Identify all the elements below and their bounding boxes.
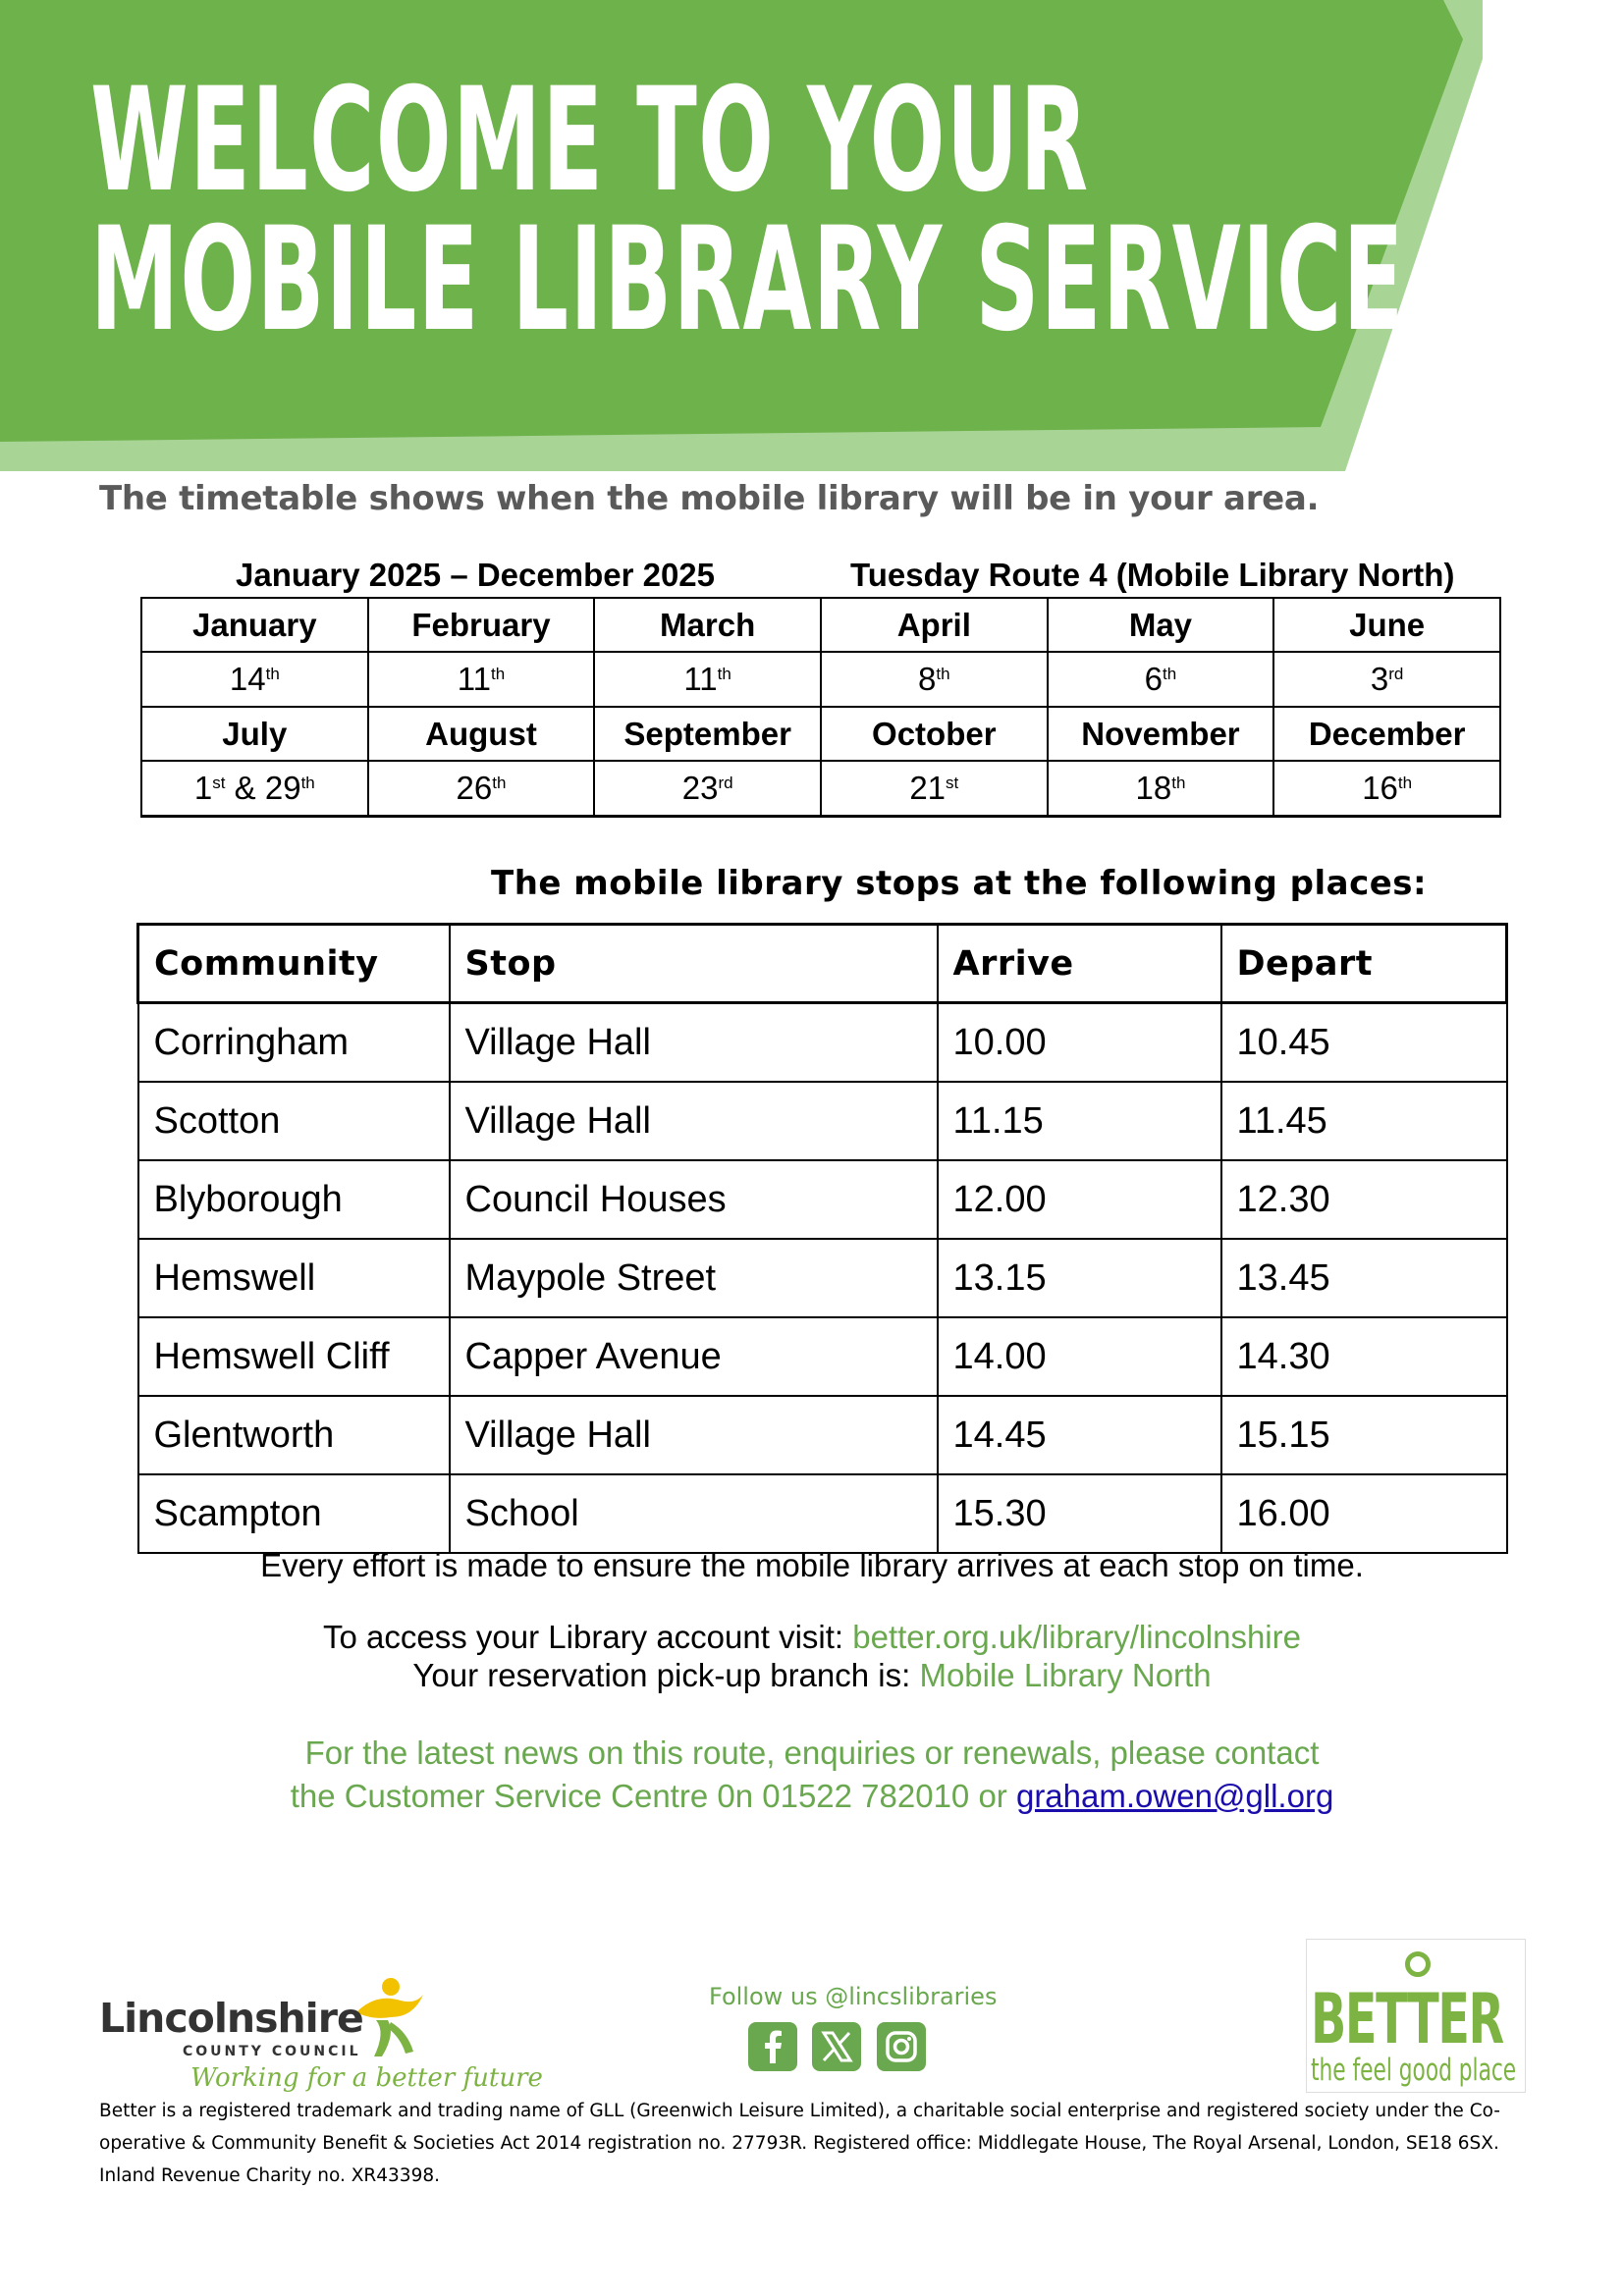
community-cell: Hemswell: [138, 1239, 450, 1317]
access-label: To access your Library account visit:: [323, 1619, 853, 1655]
stop-cell: Council Houses: [450, 1160, 938, 1239]
library-account-link[interactable]: better.org.uk/library/lincolnshire: [852, 1619, 1301, 1655]
day-suffix: st: [946, 774, 959, 792]
stop-row: [138, 1239, 1507, 1317]
lcc-subtitle: COUNTY COUNCIL: [183, 2044, 361, 2059]
month-cell: December: [1273, 707, 1500, 761]
stop-row: [138, 1160, 1507, 1239]
better-word: BETTER: [1311, 1979, 1503, 2059]
better-tagline: the feel good place: [1311, 2053, 1517, 2088]
day-number: 1: [193, 770, 213, 806]
day-number: 14: [229, 661, 266, 697]
day-suffix: th: [717, 665, 731, 683]
stop-cell: Maypole Street: [450, 1239, 938, 1317]
branch-name: Mobile Library North: [919, 1657, 1212, 1693]
instagram-icon[interactable]: [877, 2022, 926, 2071]
header-community: Community: [138, 925, 450, 1003]
on-time-note: Every effort is made to ensure the mobile library arrives at each stop on time.: [260, 1547, 1364, 1583]
month-row: [141, 598, 1500, 652]
day-suffix: th: [1171, 774, 1186, 792]
stop-row: [138, 1474, 1507, 1553]
header-banner: [0, 0, 1624, 471]
month-cell: July: [141, 707, 368, 761]
month-cell: February: [368, 598, 595, 652]
community-cell: Corringham: [138, 1003, 450, 1083]
community-cell: Blyborough: [138, 1160, 450, 1239]
header-stop: Stop: [450, 925, 938, 1003]
month-cell: January: [141, 598, 368, 652]
day-suffix: rd: [1388, 665, 1404, 683]
depart-cell: 15.15: [1221, 1396, 1507, 1474]
arrive-cell: 15.30: [938, 1474, 1221, 1553]
day-cell: [141, 652, 368, 707]
day-cell: [1048, 652, 1274, 707]
community-cell: Scotton: [138, 1082, 450, 1160]
better-logo: [1306, 1939, 1526, 2093]
month-cell: November: [1048, 707, 1274, 761]
day-row: [141, 761, 1500, 817]
day-number: 8: [918, 661, 937, 697]
month-cell: March: [594, 598, 821, 652]
month-cell: August: [368, 707, 595, 761]
follow-us-text: Follow us @lincslibraries: [709, 1983, 998, 2010]
stop-cell: School: [450, 1474, 938, 1553]
contact-info: [0, 1732, 1624, 1818]
day-cell: [368, 652, 595, 707]
arrive-cell: 13.15: [938, 1239, 1221, 1317]
day-cell: [1048, 761, 1274, 817]
email-link[interactable]: graham.owen@gll.org: [1015, 1778, 1334, 1814]
month-cell: April: [821, 598, 1048, 652]
day-number: 6: [1144, 661, 1164, 697]
page-title: [90, 57, 1405, 363]
title-line-2: MOBILE LIBRARY SERVICE: [90, 196, 1405, 363]
depart-cell: 14.30: [1221, 1317, 1507, 1396]
x-icon[interactable]: [812, 2022, 861, 2071]
stop-cell: Village Hall: [450, 1082, 938, 1160]
day-suffix: th: [491, 665, 506, 683]
depart-cell: 13.45: [1221, 1239, 1507, 1317]
day-cell: [821, 652, 1048, 707]
day-suffix: th: [1397, 774, 1413, 792]
contact-line-2: the Customer Service Centre 0n 01522 782010 or: [290, 1778, 1016, 1814]
day-number-extra: & 29: [225, 770, 301, 806]
title-line-1: WELCOME TO YOUR: [90, 57, 1090, 224]
day-suffix: th: [492, 774, 507, 792]
community-cell: Hemswell Cliff: [138, 1317, 450, 1396]
depart-cell: 16.00: [1221, 1474, 1507, 1553]
month-cell: May: [1048, 598, 1274, 652]
arrive-cell: 10.00: [938, 1003, 1221, 1083]
contact-line-1: For the latest news on this route, enquiries or renewals, please contact: [304, 1735, 1320, 1771]
arrive-cell: 11.15: [938, 1082, 1221, 1160]
day-cell: [1273, 652, 1500, 707]
lcc-tagline: Working for a better future: [190, 2063, 543, 2093]
depart-cell: 11.45: [1221, 1082, 1507, 1160]
facebook-icon[interactable]: [748, 2022, 797, 2071]
community-cell: Glentworth: [138, 1396, 450, 1474]
timetable-table: [140, 597, 1501, 818]
day-number: 11: [683, 661, 718, 697]
day-number: 18: [1135, 770, 1172, 806]
arrive-cell: 12.00: [938, 1160, 1221, 1239]
stop-cell: Village Hall: [450, 1003, 938, 1083]
depart-cell: 10.45: [1221, 1003, 1507, 1083]
month-row: [141, 707, 1500, 761]
day-cell: [368, 761, 595, 817]
access-info: [0, 1618, 1624, 1694]
day-number: 26: [456, 770, 493, 806]
arrive-cell: 14.45: [938, 1396, 1221, 1474]
day-number: 23: [681, 770, 719, 806]
day-cell: [594, 652, 821, 707]
community-cell: Scampton: [138, 1474, 450, 1553]
day-suffix: rd: [718, 774, 733, 792]
timetable-period: January 2025 – December 2025: [236, 557, 716, 593]
stops-title: The mobile library stops at the following places:: [491, 864, 1428, 903]
day-suffix: th: [265, 665, 280, 683]
stop-cell: Village Hall: [450, 1396, 938, 1474]
day-number: 11: [457, 661, 492, 697]
lincolnshire-logo: [96, 1973, 543, 2093]
header-depart: Depart: [1221, 925, 1507, 1003]
stop-row: [138, 1082, 1507, 1160]
stop-row: [138, 1003, 1507, 1083]
day-number: 16: [1362, 770, 1398, 806]
day-cell: [141, 761, 368, 817]
header-arrive: Arrive: [938, 925, 1221, 1003]
month-cell: June: [1273, 598, 1500, 652]
timetable-route: Tuesday Route 4 (Mobile Library North): [850, 557, 1455, 593]
branch-label: Your reservation pick-up branch is:: [412, 1657, 920, 1693]
month-cell: October: [821, 707, 1048, 761]
day-cell: [594, 761, 821, 817]
stops-header-row: [138, 925, 1507, 1003]
better-dot-icon: [1405, 1951, 1431, 1977]
day-suffix: th: [936, 665, 950, 683]
day-cell: [1273, 761, 1500, 817]
stop-row: [138, 1317, 1507, 1396]
day-cell: [821, 761, 1048, 817]
stop-cell: Capper Avenue: [450, 1317, 938, 1396]
day-suffix: th: [1163, 665, 1177, 683]
stops-table: [136, 923, 1508, 1554]
day-number: 21: [909, 770, 947, 806]
lcc-name: Lincolnshire: [99, 1995, 363, 2042]
stop-row: [138, 1396, 1507, 1474]
legal-text: Better is a registered trademark and trading name of GLL (Greenwich Leisure Limited), a charitable social enterprise and registered society under the Co-operative & Community Benefit & Societies Act 2014 registration no. 27793R. Registered office: Middlegate House, The Royal Arsenal, London, SE18 6SX. Inland Revenue Charity no. XR43398.: [99, 2101, 1500, 2186]
day-number: 3: [1370, 661, 1389, 697]
arrive-cell: 14.00: [938, 1317, 1221, 1396]
month-cell: September: [594, 707, 821, 761]
depart-cell: 12.30: [1221, 1160, 1507, 1239]
intro-text: The timetable shows when the mobile library will be in your area.: [99, 479, 1320, 518]
day-row: [141, 652, 1500, 707]
day-suffix: st: [212, 774, 226, 792]
day-suffix-extra: th: [300, 774, 315, 792]
